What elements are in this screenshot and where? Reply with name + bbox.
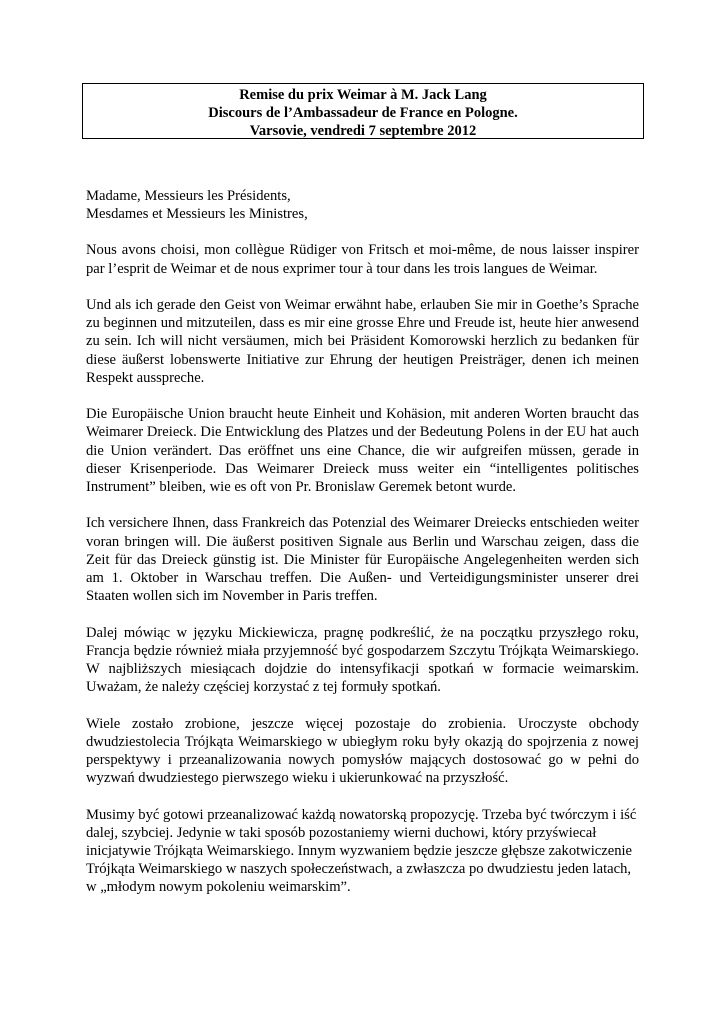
title-line-2: Discours de l’Ambassadeur de France en Pologne. <box>208 105 518 121</box>
paragraph-german-1: Und als ich gerade den Geist von Weimar erwähnt habe, erlauben Sie mir in Goethe’s Sprache zu beginnen und mitzuteilen, dass es mir eine grosse Ehre und Freude ist, heute hier anwesend zu sein. Ich will nicht versäumen, mich bei Präsident Komorowski herzlich zu bedanken für diese äußerst lobenswerte Initiative zur Ehrung der heutigen Preisträger, denen ich meinen Respekt ausspreche. <box>86 297 639 386</box>
paragraph-polish-3: Musimy być gotowi przeanalizować każdą nowatorską propozycję. Trzeba być twórczym i iść dalej, szybciej. Jedynie w taki sposób pozostaniemy wierni duchowi, który przyświecał inicjatywie Trójkąta Weimarskiego. Innym wyzwaniem będzie jeszcze głębsze zakotwiczenie Trójkąta Weimarskiego w naszych społeczeństwach, a zwłaszcza po dwudziestu jeden latach, w „młodym nowym pokoleniu weimarskim”. <box>86 806 637 896</box>
paragraph-german-3: Ich versichere Ihnen, dass Frankreich das Potenzial des Weimarer Dreiecks entschieden weiter voran bringen will. Die äußerst positiven Signale aus Berlin und Warschau zeigen, dass die Zeit für das Dreieck günstig ist. Die Minister für Europäische Angelegenheiten werden sich am 1. Oktober in Warschau treffen. Die Außen- und Verteidigungsminister unserer drei Staaten wollen sich im November in Paris treffen. <box>86 515 639 605</box>
title-line-1: Remise du prix Weimar à M. Jack Lang <box>239 87 487 103</box>
title-line-3: Varsovie, vendredi 7 septembre 2012 <box>249 123 477 139</box>
paragraph-french: Nous avons choisi, mon collègue Rüdiger von Fritsch et moi-même, de nous laisser inspirer par l’esprit de Weimar et de nous exprimer tour à tour dans les trois langues de Weimar. <box>86 242 639 277</box>
paragraph-polish-1: Dalej mówiąc w języku Mickiewicza, pragnę podkreślić, że na początku przyszłego roku, Francja będzie również miała przyjemność być gospodarzem Szczytu Trójkąta Weimarskiego. W najbliższych miesiącach dojdzie do intensyfikacji spotkań w formacie weimarskim. Uważam, że należy częściej korzystać z tej formuły spotkań. <box>86 624 639 696</box>
salutation <box>86 187 639 223</box>
salutation-line-1: Madame, Messieurs les Présidents, <box>86 188 291 204</box>
speech-body <box>86 187 639 915</box>
paragraph-polish-2: Wiele zostało zrobione, jeszcze więcej pozostaje do zrobienia. Uroczyste obchody dwudziestolecia Trójkąta Weimarskiego w ubiegłym roku były okazją do spojrzenia z nowej perspektywy i przeanalizowania nowych pomysłów mających dostosować go w pełni do wyzwań dwudziestego pierwszego wieku i ukierunkować na przyszłość. <box>86 715 639 787</box>
salutation-line-2: Mesdames et Messieurs les Ministres, <box>86 206 308 223</box>
paragraph-german-2: Die Europäische Union braucht heute Einheit und Kohäsion, mit anderen Worten braucht das Weimarer Dreieck. Die Entwicklung des Platzes und der Bedeutung Polens in der EU hat auch die Union verändert. Das eröffnet uns eine Chance, die wir aufgreifen müssen, gerade in dieser Krisenperiode. Das Weimarer Dreieck muss weiter ein “intelligentes politisches Instrument” bleiben, wie es oft von Pr. Bronislaw Geremek betont wurde. <box>86 406 639 496</box>
title-box <box>82 83 644 139</box>
